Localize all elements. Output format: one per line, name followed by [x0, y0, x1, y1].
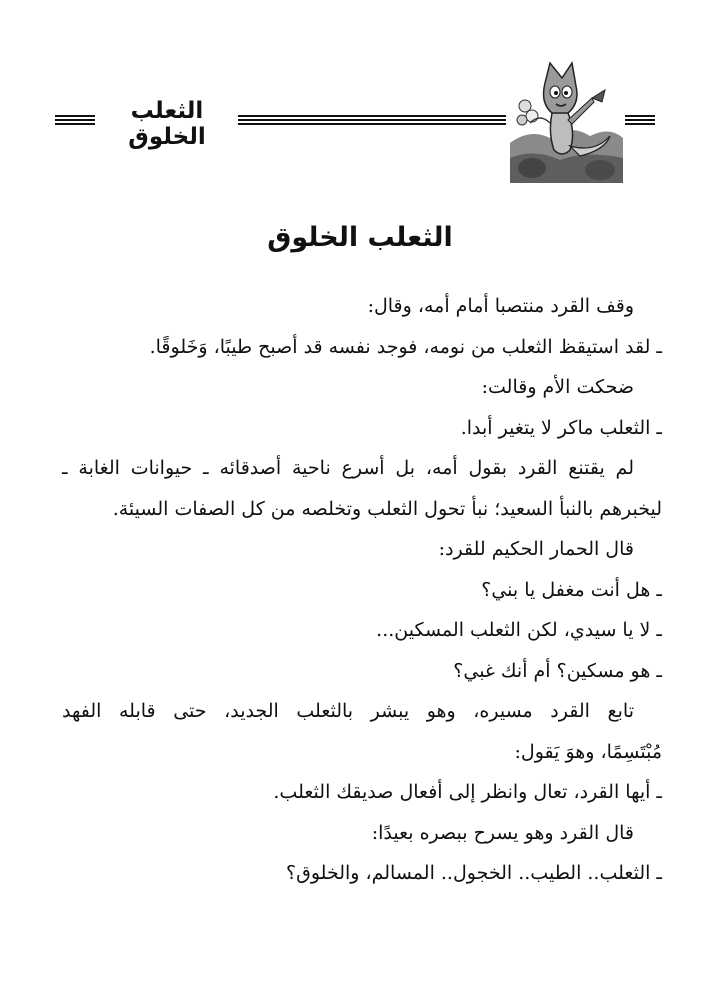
fox-cartoon-illustration — [510, 58, 623, 183]
story-line: ـ الثعلب.. الطيب.. الخجول.. المسالم، والخلوق؟ — [286, 862, 662, 884]
story-line: تابع القرد مسيره، وهو يبشر بالثعلب الجديد، حتى قابله الفهد — [62, 700, 634, 722]
story-line: قال الحمار الحكيم للقرد: — [438, 538, 634, 560]
story-line: ـ أيها القرد، تعال وانظر إلى أفعال صديقك الثعلب. — [273, 781, 662, 803]
story-line: وقف القرد منتصبا أمام أمه، وقال: — [367, 295, 634, 317]
story-line: ليخبرهم بالنبأ السعيد؛ نبأ تحول الثعلب وتخلصه من كل الصفات السيئة. — [112, 497, 662, 520]
header-rule-right — [625, 115, 655, 127]
header-rule-left — [55, 115, 95, 127]
story-line: مُبْتَسِمًا، وهوَ يَقول: — [514, 740, 662, 763]
story-line: لم يقتنع القرد بقول أمه، بل أسرع ناحية أصدقائه ـ حيوانات الغابة ـ — [62, 457, 634, 479]
header-rule-middle — [238, 115, 506, 127]
story-line: قال القرد وهو يسرح ببصره بعيدًا: — [371, 821, 634, 844]
story-line: ـ لقد استيقظ الثعلب من نومه، فوجد نفسه قد أصبح طيبًا، وَخَلوقًا. — [149, 335, 662, 358]
page-title: الثعلب الخلوق — [267, 222, 453, 253]
header-title: الثعلب الخلوق — [128, 98, 206, 150]
story-line: ـ لا يا سيدي، لكن الثعلب المسكين... — [376, 619, 662, 641]
story-line: ـ هو مسكين؟ أم أنك غبي؟ — [453, 659, 662, 682]
story-line: ضحكت الأم وقالت: — [481, 376, 634, 398]
story-line: ـ الثعلب ماكر لا يتغير أبدا. — [460, 416, 662, 439]
story-line: ـ هل أنت مغفل يا بني؟ — [481, 578, 662, 601]
story-text — [62, 286, 662, 894]
page-header — [55, 58, 655, 183]
